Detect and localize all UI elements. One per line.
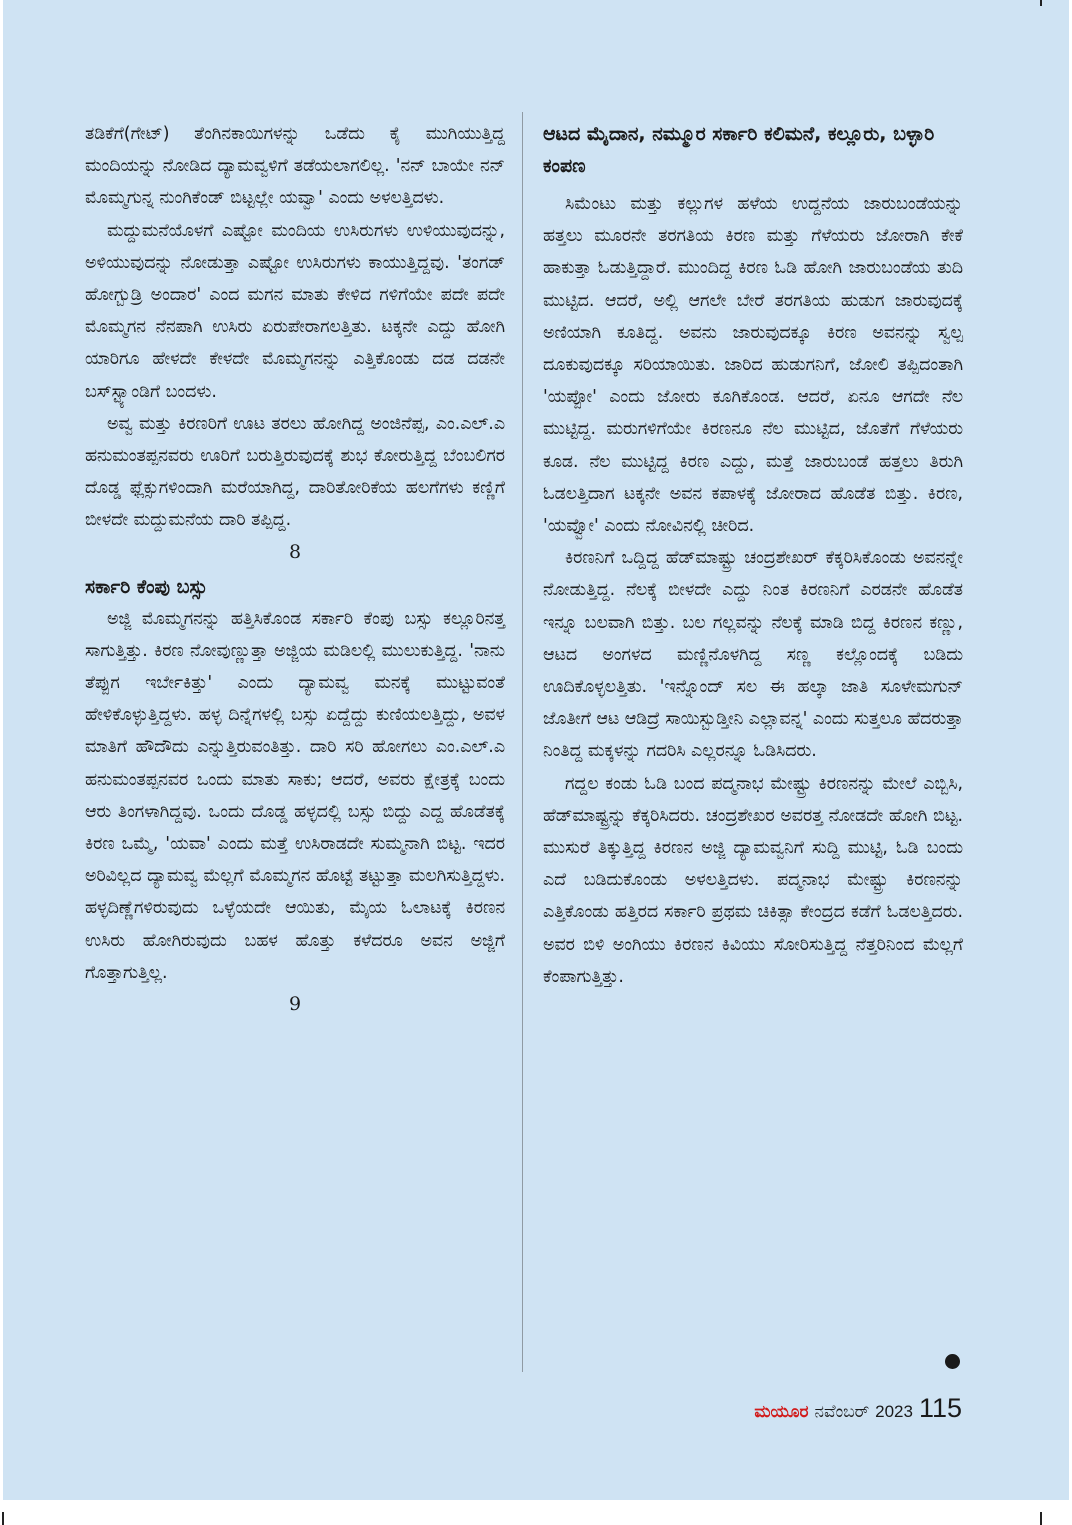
crop-mark-bottom-left xyxy=(2,1512,4,1525)
crop-mark-bottom-right xyxy=(1040,1512,1042,1525)
end-of-story-bullet-icon xyxy=(945,1354,960,1369)
issue-year: 2023 xyxy=(875,1402,913,1421)
paragraph: ಕಿರಣನಿಗೆ ಒದ್ದಿದ್ದ ಹೆಡ್‌ಮಾಷ್ಟ್ರು ಚಂದ್ರಶೇಖರ್ ಕೆಕ್ಕರಿಸಿಕೊಂಡು ಅವನನ್ನೇ ನೋಡುತ್ತಿದ್ದ. ನೆಲಕ್ಕೆ ಬೀಳದೇ ಎದ್ದು ನಿಂತ ಕಿರಣನಿಗೆ ಎರಡನೇ ಹೊಡೆತ ಇನ್ನೂ ಬಲವಾಗಿ ಬಿತ್ತು. ಬಲ ಗಲ್ಲವನ್ನು ನೆಲಕ್ಕೆ ಮಾಡಿ ಬಿದ್ದ ಕಿರಣನ ಕಣ್ಣು, ಆಟದ ಅಂಗಳದ ಮಣ್ಣಿನೊಳಗಿದ್ದ ಸಣ್ಣ ಕಲ್ಲೊಂದಕ್ಕೆ ಬಡಿದು ಊದಿಕೊಳ್ಳಲತ್ತಿತು. 'ಇನ್ನೊಂದ್ ಸಲ ಈ ಹಲ್ಕಾ ಜಾತಿ ಸೂಳೇಮಗುನ್ ಜೊತೀಗೆ ಆಟ ಆಡಿದ್ರೆ ಸಾಯಿಸ್ಬುಡ್ತೀನಿ ಎಲ್ಲಾವನ್ನ' ಎಂದು ಸುತ್ತಲೂ ಹೆದರುತ್ತಾ ನಿಂತಿದ್ದ ಮಕ್ಕಳನ್ನು ಗದರಿಸಿ ಎಲ್ಲರನ್ನೂ ಓಡಿಸಿದರು. xyxy=(543,548,963,762)
paragraph: ಸಿಮೆಂಟು ಮತ್ತು ಕಲ್ಲುಗಳ ಹಳೆಯ ಉದ್ದನೆಯ ಜಾರುಬಂಡೆಯನ್ನು ಹತ್ತಲು ಮೂರನೇ ತರಗತಿಯ ಕಿರಣ ಮತ್ತು ಗೆಳೆಯರು ಜೋರಾಗಿ ಕೇಕೆ ಹಾಕುತ್ತಾ ಓಡುತ್ತಿದ್ದಾರೆ. ಮುಂದಿದ್ದ ಕಿರಣ ಓಡಿ ಹೋಗಿ ಜಾರುಬಂಡೆಯ ತುದಿ ಮುಟ್ಟಿದ. ಆದರೆ, ಅಲ್ಲಿ ಆಗಲೇ ಬೇರೆ ತರಗತಿಯ ಹುಡುಗ ಜಾರುವುದಕ್ಕೆ ಅಣಿಯಾಗಿ ಕೂತಿದ್ದ. ಅವನು ಜಾರುವುದಕ್ಕೂ ಕಿರಣ ಅವನನ್ನು ಸ್ವಲ್ಪ ದೂಕುವುದಕ್ಕೂ ಸರಿಯಾಯಿತು. ಜಾರಿದ ಹುಡುಗನಿಗೆ, ಜೋಲಿ ತಪ್ಪಿದಂತಾಗಿ 'ಯಪ್ಪೋ' ಎಂದು ಜೋರು ಕೂಗಿಕೊಂಡ. ಆದರೆ, ಏನೂ ಆಗದೇ ನೆಲ ಮುಟ್ಟಿದ್ದ. ಮರುಗಳಿಗೆಯೇ ಕಿರಣನೂ ನೆಲ ಮುಟ್ಟಿದ, ಜೊತೆಗೆ ಗೆಳೆಯರು ಕೂಡ. ನೆಲ ಮುಟ್ಟಿದ್ದ ಕಿರಣ ಎದ್ದು, ಮತ್ತೆ ಜಾರುಬಂಡೆ ಹತ್ತಲು ತಿರುಗಿ ಓಡಲತ್ತಿದಾಗ ಟಕ್ಕನೇ ಅವನ ಕಪಾಳಕ್ಕೆ ಜೋರಾದ ಹೊಡೆತ ಬಿತ್ತು. ಕಿರಣ, 'ಯವ್ವೋ' ಎಂದು ನೋವಿನಲ್ಲಿ ಚೀರಿದ. xyxy=(543,194,963,537)
issue-month: ನವೆಂಬರ್ xyxy=(814,1402,870,1421)
crop-mark-top-right xyxy=(1040,0,1042,6)
section-number: 9 xyxy=(288,993,302,1016)
paragraph: ಗದ್ದಲ ಕಂಡು ಓಡಿ ಬಂದ ಪದ್ಮನಾಭ ಮೇಷ್ಟ್ರು ಕಿರಣನನ್ನು ಮೇಲೆ ಎಬ್ಬಿಸಿ, ಹೆಡ್‌ಮಾಷ್ಟ್ರನ್ನು ಕೆಕ್ಕರಿಸಿದರು. ಚಂದ್ರಶೇಖರ ಅವರತ್ತ ನೋಡದೇ ಹೋಗಿ ಬಿಟ್ಟ. ಮುಸುರೆ ತಿಕ್ಕುತ್ತಿದ್ದ ಕಿರಣನ ಅಜ್ಜಿ ದ್ಯಾಮವ್ವನಿಗೆ ಸುದ್ದಿ ಮುಟ್ಟಿ, ಓಡಿ ಬಂದು ಎದೆ ಬಡಿದುಕೊಂಡು ಅಳಲತ್ತಿದಳು. ಪದ್ಮನಾಭ ಮೇಷ್ಟ್ರು ಕಿರಣನನ್ನು ಎತ್ತಿಕೊಂಡು ಹತ್ತಿರದ ಸರ್ಕಾರಿ ಪ್ರಥಮ ಚಿಕಿತ್ಸಾ ಕೇಂದ್ರದ ಕಡೆಗೆ ಓಡಲತ್ತಿದರು. ಅವರ ಬಿಳಿ ಅಂಗಿಯು ಕಿರಣನ ಕಿವಿಯು ಸೋರಿಸುತ್ತಿದ್ದ ನೆತ್ತರಿನಿಂದ ಮೆಲ್ಲಗೆ ಕೆಂಪಾಗುತ್ತಿತ್ತು. xyxy=(543,773,963,987)
paragraph: ಅವ್ವ ಮತ್ತು ಕಿರಣರಿಗೆ ಊಟ ತರಲು ಹೋಗಿದ್ದ ಅಂಜಿನೆಪ್ಪ, ಎಂ.ಎಲ್.ಎ ಹನುಮಂತಪ್ಪನವರು ಊರಿಗೆ ಬರುತ್ತಿರುವುದಕ್ಕೆ ಶುಭ ಕೋರುತ್ತಿದ್ದ ಬೆಂಬಲಿಗರ ದೊಡ್ಡ ಫ್ಲೆಕ್ಸುಗಳಿಂದಾಗಿ ಮರೆಯಾಗಿದ್ದ, ದಾರಿತೋರಿಕೆಯ ಹಲಗೆಗಳು ಕಣ್ಣಿಗೆ ಬೀಳದೇ ಮದ್ದುಮನೆಯ ದಾರಿ ತಪ್ಪಿದ್ದ. xyxy=(85,413,505,531)
magazine-logo: ಮಯೂರ xyxy=(754,1402,809,1421)
right-column xyxy=(543,118,963,993)
paragraph: ಮದ್ದುಮನೆಯೊಳಗೆ ಎಷ್ಟೋ ಮಂದಿಯ ಉಸಿರುಗಳು ಉಳಿಯುವುದನ್ನು, ಅಳಿಯುವುದನ್ನು ನೋಡುತ್ತಾ ಎಷ್ಟೋ ಉಸಿರುಗಳು ಕಾಯುತ್ತಿದ್ದವು. 'ತಂಗಡ್ ಹೋಗ್ಬುಡ್ರಿ ಅಂದಾರ' ಎಂದ ಮಗನ ಮಾತು ಕೇಳಿದ ಗಳಿಗೆಯೇ ಪದೇ ಪದೇ ಮೊಮ್ಮಗನ ನೆನಪಾಗಿ ಉಸಿರು ಏರುಪೇರಾಗಲತ್ತಿತು. ಟಕ್ಕನೇ ಎದ್ದು ಹೋಗಿ ಯಾರಿಗೂ ಹೇಳದೇ ಕೇಳದೇ ಮೊಮ್ಮಗನನ್ನು ಎತ್ತಿಕೊಂಡು ದಡ ದಡನೇ ಬಸ್‌ಸ್ಟ್ಯಾಂಡಿಗೆ ಬಂದಳು. xyxy=(85,220,505,402)
section-number: 8 xyxy=(288,540,302,563)
section-heading: ಸರ್ಕಾರಿ ಕೆಂಪು ಬಸ್ಸು xyxy=(85,575,208,598)
left-column xyxy=(85,118,505,1023)
paragraph: ಅಜ್ಜಿ ಮೊಮ್ಮಗನನ್ನು ಹತ್ತಿಸಿಕೊಂಡ ಸರ್ಕಾರಿ ಕೆಂಪು ಬಸ್ಸು ಕಲ್ಲೂರಿನತ್ತ ಸಾಗುತ್ತಿತ್ತು. ಕಿರಣ ನೋವುಣ್ಣುತ್ತಾ ಅಜ್ಜಿಯ ಮಡಿಲಲ್ಲಿ ಮುಲುಕುತ್ತಿದ್ದ. 'ನಾನು ತೆಪ್ಪುಗ ಇರ್ಬೇಕಿತ್ತು' ಎಂದು ದ್ಯಾಮವ್ವ ಮನಕ್ಕೆ ಮುಟ್ಟುವಂತೆ ಹೇಳಿಕೊಳ್ಳುತ್ತಿದ್ದಳು. ಹಳ್ಳ ದಿನ್ನೆಗಳಲ್ಲಿ ಬಸ್ಸು ಏದ್ದೆದ್ದು ಕುಣಿಯಲತ್ತಿದ್ದು, ಅವಳ ಮಾತಿಗೆ ಹೌದೌದು ಎನ್ನುತ್ತಿರುವಂತಿತ್ತು. ದಾರಿ ಸರಿ ಹೋಗಲು ಎಂ.ಎಲ್.ಎ ಹನುಮಂತಪ್ಪನವರ ಒಂದು ಮಾತು ಸಾಕು; ಆದರೆ, ಅವರು ಕ್ಷೇತ್ರಕ್ಕೆ ಬಂದು ಆರು ತಿಂಗಳಾಗಿದ್ದವು. ಒಂದು ದೊಡ್ಡ ಹಳ್ಳದಲ್ಲಿ ಬಸ್ಸು ಬಿದ್ದು ಎದ್ದ ಹೊಡೆತಕ್ಕೆ ಕಿರಣ ಒಮ್ಮೆ, 'ಯವಾ' ಎಂದು ಮತ್ತೆ ಉಸಿರಾಡದೇ ಸುಮ್ಮನಾಗಿ ಬಿಟ್ಟ. ಇದರ ಅರಿವಿಲ್ಲದ ದ್ಯಾಮವ್ವ ಮೆಲ್ಲಗೆ ಮೊಮ್ಮಗನ ಹೊಟ್ಟೆ ತಟ್ಟುತ್ತಾ ಮಲಗಿಸುತ್ತಿದ್ದಳು. ಹಳ್ಳದಿಣ್ಣೆಗಳಿರುವುದು ಒಳ್ಳೆಯದೇ ಆಯಿತು, ಮೈಯ ಓಲಾಟಕ್ಕೆ ಕಿರಣನ ಉಸಿರು ಹೋಗಿರುವುದು ಬಹಳ ಹೊತ್ತು ಕಳೆದರೂ ಅವನ ಅಜ್ಜಿಗೆ ಗೊತ್ತಾಗುತ್ತಿಲ್ಲ. xyxy=(85,608,505,983)
page-number: 115 xyxy=(918,1393,962,1423)
page-footer xyxy=(754,1393,962,1424)
paragraph: ತಡಿಕೆಗೆ(ಗೇಟ್) ತೆಂಗಿನಕಾಯಿಗಳನ್ನು ಒಡೆದು ಕೈ ಮುಗಿಯುತ್ತಿದ್ದ ಮಂದಿಯನ್ನು ನೋಡಿದ ದ್ಯಾಮವ್ವಳಿಗೆ ತಡೆಯಲಾಗಲಿಲ್ಲ. 'ನನ್ ಬಾಯೇ ನನ್ ಮೊಮ್ಮಗುನ್ನ ನುಂಗಿಕೆಂಡ್ ಬಿಟ್ಟಲ್ಲೇ ಯವ್ವಾ' ಎಂದು ಅಳಲತ್ತಿದಳು. xyxy=(85,124,505,209)
section-heading: ಆಟದ ಮೈದಾನ, ನಮ್ಮೂರ ಸರ್ಕಾರಿ ಕಲಿಮನೆ, ಕಲ್ಲೂರು, ಬಳ್ಳಾರಿ ಕಂಪಣ xyxy=(543,123,935,177)
column-divider xyxy=(522,112,523,1372)
